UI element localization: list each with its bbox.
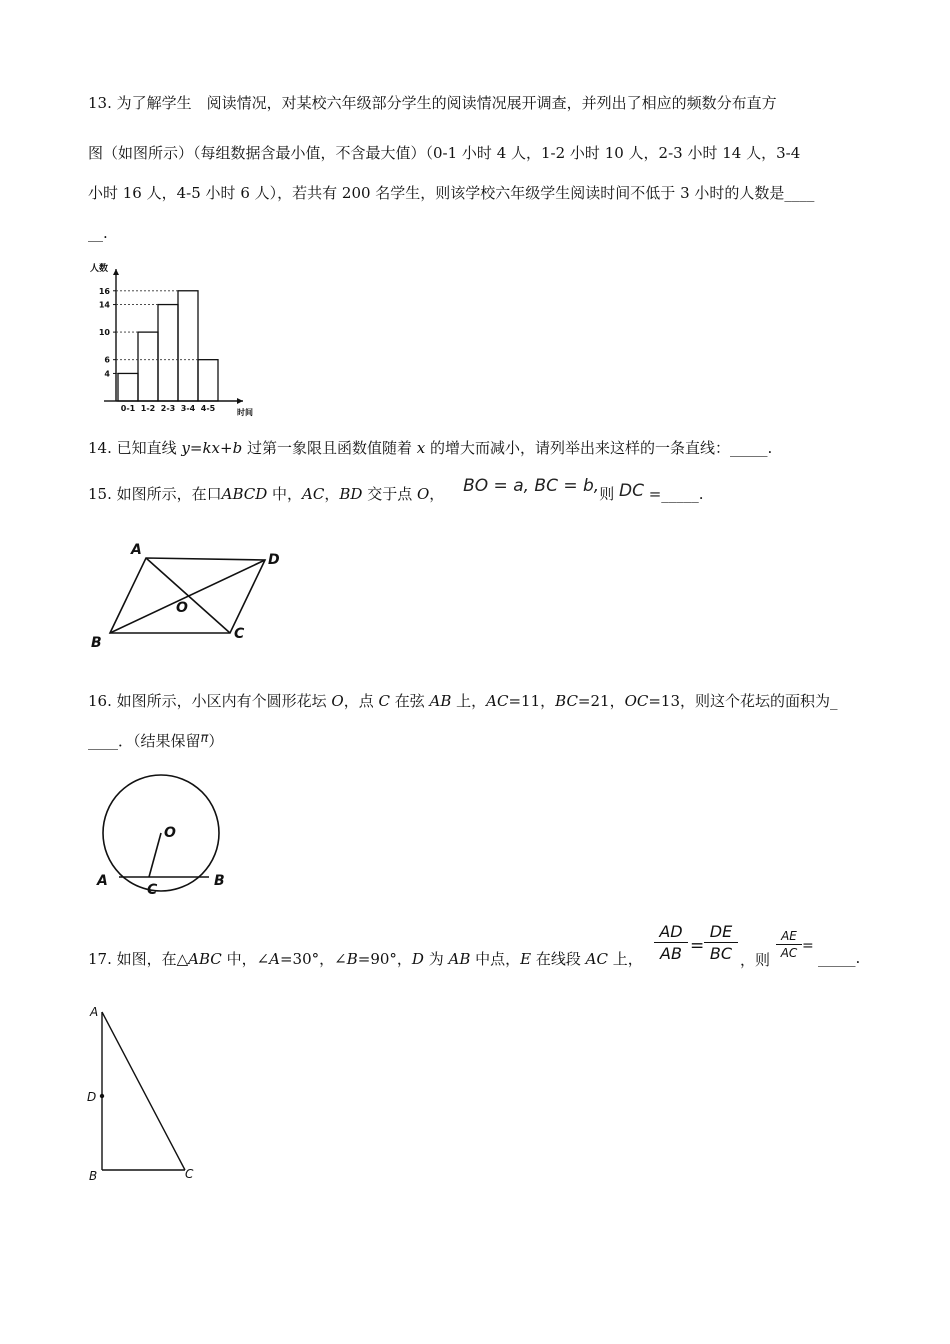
q16-f: =21， <box>577 692 625 710</box>
fraction-bar <box>704 942 738 943</box>
label-a: A <box>90 1005 99 1019</box>
x-axis-arrow <box>237 398 243 404</box>
fraction-ad-ab <box>654 922 688 963</box>
fraction-ae-ac <box>776 929 802 960</box>
q14-var-b: b <box>232 439 243 457</box>
q16-g: =13，则这个花坛的面积为_ <box>648 692 838 710</box>
equals-sign: = <box>690 936 705 956</box>
label-o: O <box>164 825 176 841</box>
q15-t2: ， <box>324 485 340 503</box>
q16-line1 <box>88 691 838 711</box>
q14-text2: 的增大而减小，请列举出来这样的一条直线：_____. <box>425 439 773 457</box>
side-ac <box>102 1012 185 1170</box>
q14-text1: 过第一象限且函数值随着 <box>242 439 417 457</box>
circle-figure <box>88 765 248 910</box>
label-c: C <box>147 882 158 898</box>
q17-line <box>88 949 643 969</box>
histogram-chart <box>88 255 278 420</box>
q16-o: O <box>331 692 344 710</box>
label-b: B <box>89 1169 98 1183</box>
x-tick-label: 3-4 <box>180 404 196 413</box>
q16-a: 16. 如图所示，小区内有个圆形花坛 <box>88 692 332 710</box>
fraction-de-bc <box>704 922 738 963</box>
label-c: C <box>234 626 245 642</box>
q17-b: 中，∠ <box>221 950 270 968</box>
segment-oc <box>149 833 161 877</box>
q17-angle-a: A <box>269 950 280 968</box>
q16-e: =11， <box>508 692 556 710</box>
label-o: O <box>176 600 188 616</box>
q17-point-e: E <box>520 950 532 968</box>
q13-line1: 13. 为了解学生 阅读情况，对某校六年级部分学生的阅读情况展开调查，并列出了相应的频数分布直方 <box>88 94 777 112</box>
y-axis-arrow <box>113 269 119 275</box>
x-axis-title: 时间 <box>237 408 253 417</box>
label-d: D <box>87 1090 97 1104</box>
q13-line2: 图（如图所示）（每组数据含最小值，不含最大值）（0-1 小时 4 人，1-2 小时 10 人，2-3 小时 14 人，3-4 <box>88 144 801 162</box>
label-c: C <box>185 1167 194 1181</box>
q15-o: O <box>416 485 430 503</box>
fraction-numerator: DE <box>709 922 733 941</box>
x-tick-label: 1-2 <box>140 404 156 413</box>
label-a: A <box>131 542 142 558</box>
q15-t1: 中， <box>267 485 303 503</box>
parallelogram-figure <box>88 540 293 655</box>
q16-c: C <box>378 692 390 710</box>
q16-line2 <box>88 731 223 753</box>
q16-bc: BC <box>555 692 578 710</box>
q17-f: 中点， <box>470 950 521 968</box>
q17-e: 为 <box>423 950 449 968</box>
q16-oc: OC <box>624 692 649 710</box>
q17-blank: _____. <box>818 949 861 967</box>
q13-line4: __. <box>88 224 108 242</box>
q14-var-y: y <box>181 439 190 457</box>
q16-d: 上， <box>451 692 487 710</box>
diagonal-bd <box>110 560 265 633</box>
q14-line <box>88 438 772 458</box>
q15-tail: =_____. <box>643 485 704 503</box>
triangle-figure <box>85 1000 215 1190</box>
q17-seg-ab: AB <box>448 950 471 968</box>
q17-a: 17. 如图，在△ <box>88 950 189 968</box>
q14-var-x: x <box>416 439 426 457</box>
histogram-bar-1-2 <box>138 332 158 401</box>
fraction-numerator: AE <box>781 929 797 943</box>
q15-formula: BO = a, BC = b, <box>463 476 600 496</box>
y-tick-label: 10 <box>98 328 110 338</box>
q15-bd: BD <box>339 485 363 503</box>
q17-h: 上， <box>607 950 643 968</box>
histogram-bar-4-5 <box>198 360 218 401</box>
label-b: B <box>214 873 225 889</box>
x-tick-label: 4-5 <box>200 404 216 413</box>
q17-angle-b: B <box>346 950 358 968</box>
q16-b: ，点 <box>343 692 379 710</box>
q15-dc: DC <box>619 481 644 501</box>
q15-ze: 则 <box>599 485 615 503</box>
fraction-denominator: AB <box>660 944 682 963</box>
q17-ze: ，则 <box>740 951 771 969</box>
q15-t4: ， <box>429 485 445 503</box>
fraction-bar <box>654 942 688 943</box>
q13-line3: 小时 16 人，4-5 小时 6 人），若共有 200 名学生，则该学校六年级学生阅读时间不低于 3 小时的人数是____ <box>88 184 815 202</box>
q15-line <box>88 476 704 504</box>
q17-tail: = <box>802 938 814 954</box>
q16-c2: 在弦 <box>389 692 430 710</box>
histogram-bar-2-3 <box>158 305 178 401</box>
histogram-bar-0-1 <box>118 373 138 401</box>
fraction-numerator: AD <box>659 922 683 941</box>
q16-line2-b: ） <box>208 732 224 750</box>
q16-ab: AB <box>429 692 452 710</box>
q15-t3: 交于点 <box>362 485 417 503</box>
q17-d: =90°， <box>357 950 412 968</box>
point-d <box>100 1094 104 1098</box>
q16-ac: AC <box>486 692 509 710</box>
q16-line2-a: ____．（结果保留 <box>88 732 201 750</box>
q15-prefix: 15. 如图所示，在口 <box>88 485 222 503</box>
y-tick-label: 6 <box>104 355 110 365</box>
q17-c: =30°，∠ <box>279 950 347 968</box>
y-tick-label: 14 <box>98 300 110 310</box>
x-tick-label: 2-3 <box>160 404 176 413</box>
pi-symbol: π <box>200 731 209 746</box>
fraction-bar <box>776 944 802 945</box>
q14-equals: = <box>189 439 203 457</box>
y-tick-label: 4 <box>104 369 110 379</box>
q17-point-d: D <box>411 950 424 968</box>
q17-seg-ac: AC <box>585 950 608 968</box>
label-b: B <box>91 635 102 651</box>
q14-prefix: 14. 已知直线 <box>88 439 182 457</box>
label-d: D <box>268 552 280 568</box>
fraction-denominator: BC <box>709 944 733 963</box>
q14-var-kx: kx <box>202 439 221 457</box>
q14-plus: + <box>220 439 233 457</box>
q15-ac: AC <box>302 485 325 503</box>
fraction-denominator: AC <box>780 946 798 960</box>
y-axis-title: 人数 <box>90 264 109 274</box>
histogram-bar-3-4 <box>178 291 198 401</box>
x-tick-label: 0-1 <box>120 404 136 413</box>
label-a: A <box>97 873 108 889</box>
q15-abcd: ABCD <box>221 485 268 503</box>
y-tick-label: 16 <box>98 286 110 296</box>
q17-g: 在线段 <box>531 950 586 968</box>
q17-abc: ABC <box>188 950 222 968</box>
